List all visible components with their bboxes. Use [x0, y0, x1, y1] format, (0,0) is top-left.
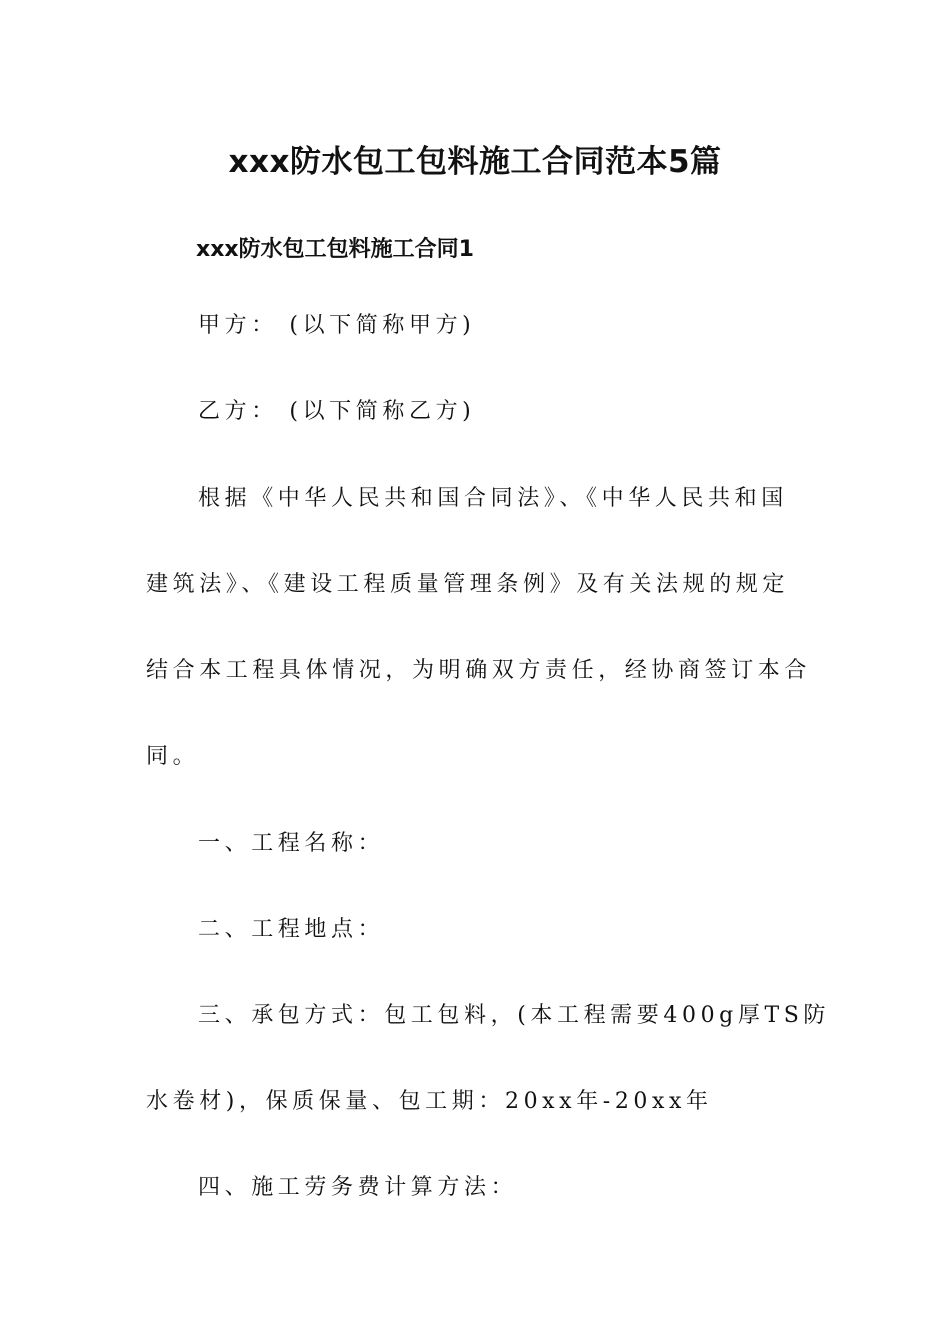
document-title: xxx防水包工包料施工合同范本5篇 — [228, 144, 722, 180]
clause-contract-method-line-2: 水卷材)，保质保量、包工期：20xx年-20xx年 — [146, 1089, 713, 1114]
preamble-line-3: 结合本工程具体情况，为明确双方责任，经协商签订本合 — [146, 658, 812, 683]
clause-project-name: 一、工程名称： — [198, 831, 385, 856]
preamble-line-2: 建筑法》、《建设工程质量管理条例》及有关法规的规定 — [146, 572, 790, 597]
party-b-line: 乙方： (以下简称乙方) — [198, 399, 476, 424]
party-a-line: 甲方： (以下简称甲方) — [198, 313, 476, 338]
contract-heading: xxx防水包工包料施工合同1 — [196, 237, 474, 262]
preamble-line-1: 根据《中华人民共和国合同法》、《中华人民共和国 — [198, 486, 788, 511]
clause-labor-fee: 四、施工劳务费计算方法： — [198, 1175, 518, 1200]
clause-project-location: 二、工程地点： — [198, 917, 385, 942]
preamble-line-4: 同。 — [146, 744, 200, 769]
clause-contract-method-line-1: 三、承包方式：包工包料，(本工程需要400g厚TS防 — [198, 1003, 831, 1028]
